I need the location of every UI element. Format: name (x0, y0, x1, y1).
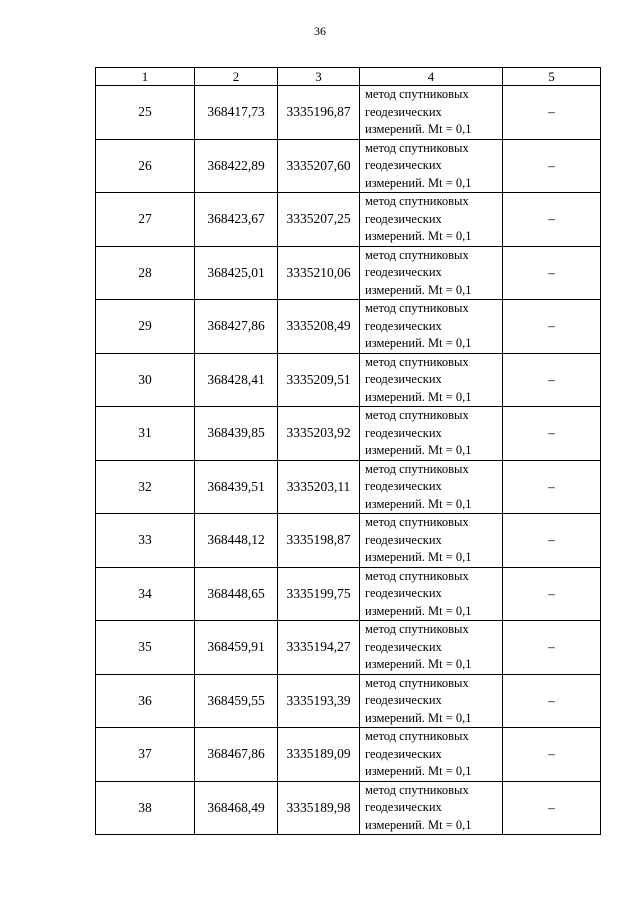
method-line: измерений. Mt = 0,1 (365, 443, 472, 457)
method-cell (360, 728, 503, 782)
table-row (96, 353, 601, 407)
x-coordinate-cell: 368439,51 (195, 460, 278, 514)
point-number-cell: 27 (96, 193, 195, 247)
point-number-cell: 34 (96, 567, 195, 621)
method-line: метод спутниковых (365, 461, 469, 476)
method-line: метод спутниковых (365, 194, 469, 208)
note-cell: – (503, 567, 601, 621)
y-coordinate-cell: 3335198,87 (278, 514, 360, 568)
note-cell: – (503, 86, 601, 140)
method-line: геодезических (365, 639, 442, 654)
x-coordinate-cell: 368459,91 (195, 621, 278, 675)
x-coordinate-cell: 368425,01 (195, 246, 278, 300)
method-line: метод спутниковых (365, 301, 469, 315)
coordinates-table (95, 67, 601, 835)
method-line: геодезических (365, 158, 442, 172)
y-coordinate-cell: 3335199,75 (278, 567, 360, 621)
point-number-cell: 35 (96, 621, 195, 675)
note-cell: – (503, 460, 601, 514)
point-number-cell: 38 (96, 781, 195, 835)
point-number-cell: 33 (96, 514, 195, 568)
y-coordinate-cell: 3335193,39 (278, 674, 360, 728)
note-cell: – (503, 407, 601, 461)
method-line: метод спутниковых (365, 622, 469, 636)
x-coordinate-cell: 368448,65 (195, 567, 278, 621)
x-coordinate-cell: 368467,86 (195, 728, 278, 782)
method-cell (360, 567, 503, 621)
method-line: метод спутниковых (365, 729, 469, 743)
y-coordinate-cell: 3335209,51 (278, 353, 360, 407)
point-number-cell: 30 (96, 353, 195, 407)
y-coordinate-cell: 3335203,11 (278, 460, 360, 514)
method-line: метод спутниковых (365, 87, 469, 101)
point-number-cell: 26 (96, 139, 195, 193)
method-line: метод спутниковых (365, 675, 469, 690)
method-line: метод спутниковых (365, 247, 469, 262)
y-coordinate-cell: 3335207,60 (278, 139, 360, 193)
method-line: геодезических (365, 693, 442, 707)
note-cell: – (503, 353, 601, 407)
table-row (96, 621, 601, 675)
method-cell (360, 674, 503, 728)
y-coordinate-cell: 3335203,92 (278, 407, 360, 461)
method-line: геодезических (365, 372, 442, 386)
y-coordinate-cell: 3335194,27 (278, 621, 360, 675)
note-cell: – (503, 514, 601, 568)
method-line: измерений. Mt = 0,1 (365, 817, 472, 832)
table-row (96, 193, 601, 247)
method-line: метод спутниковых (365, 140, 469, 155)
y-coordinate-cell: 3335189,09 (278, 728, 360, 782)
method-cell (360, 193, 503, 247)
method-line: измерений. Mt = 0,1 (365, 175, 472, 190)
method-cell (360, 407, 503, 461)
method-line: метод спутниковых (365, 408, 469, 422)
method-line: геодезических (365, 800, 442, 814)
point-number-cell: 28 (96, 246, 195, 300)
note-cell: – (503, 300, 601, 354)
table-row (96, 514, 601, 568)
table-row (96, 460, 601, 514)
x-coordinate-cell: 368459,55 (195, 674, 278, 728)
method-line: измерений. Mt = 0,1 (365, 496, 472, 511)
note-cell: – (503, 781, 601, 835)
method-line: геодезических (365, 211, 442, 226)
method-line: геодезических (365, 586, 442, 600)
method-line: геодезических (365, 532, 442, 547)
method-cell (360, 781, 503, 835)
table-row (96, 781, 601, 835)
table-row (96, 674, 601, 728)
method-line: метод спутниковых (365, 515, 469, 529)
method-cell (360, 300, 503, 354)
method-line: измерений. Mt = 0,1 (365, 550, 472, 564)
point-number-cell: 32 (96, 460, 195, 514)
y-coordinate-cell: 3335207,25 (278, 193, 360, 247)
method-line: измерений. Mt = 0,1 (365, 657, 472, 671)
note-cell: – (503, 139, 601, 193)
method-line: геодезических (365, 479, 442, 493)
method-line: измерений. Mt = 0,1 (365, 389, 472, 404)
column-header: 3 (278, 68, 360, 86)
column-header: 4 (360, 68, 503, 86)
method-cell (360, 514, 503, 568)
method-cell (360, 460, 503, 514)
table-row (96, 86, 601, 140)
table-row (96, 139, 601, 193)
method-cell (360, 621, 503, 675)
x-coordinate-cell: 368448,12 (195, 514, 278, 568)
table-row (96, 246, 601, 300)
table-row (96, 300, 601, 354)
method-cell (360, 353, 503, 407)
y-coordinate-cell: 3335210,06 (278, 246, 360, 300)
table-row (96, 407, 601, 461)
method-line: геодезических (365, 265, 442, 279)
point-number-cell: 25 (96, 86, 195, 140)
method-line: геодезических (365, 104, 442, 119)
x-coordinate-cell: 368428,41 (195, 353, 278, 407)
column-header: 1 (96, 68, 195, 86)
method-line: метод спутниковых (365, 568, 469, 583)
x-coordinate-cell: 368468,49 (195, 781, 278, 835)
y-coordinate-cell: 3335189,98 (278, 781, 360, 835)
note-cell: – (503, 621, 601, 675)
note-cell: – (503, 728, 601, 782)
method-line: измерений. Mt = 0,1 (365, 764, 472, 778)
method-line: измерений. Mt = 0,1 (365, 710, 472, 725)
table-row (96, 567, 601, 621)
method-line: измерений. Mt = 0,1 (365, 229, 472, 243)
point-number-cell: 37 (96, 728, 195, 782)
point-number-cell: 29 (96, 300, 195, 354)
x-coordinate-cell: 368427,86 (195, 300, 278, 354)
method-line: геодезических (365, 318, 442, 333)
method-line: измерений. Mt = 0,1 (365, 336, 472, 350)
column-header: 5 (503, 68, 601, 86)
x-coordinate-cell: 368417,73 (195, 86, 278, 140)
method-cell (360, 246, 503, 300)
method-line: геодезических (365, 746, 442, 761)
method-line: измерений. Mt = 0,1 (365, 603, 472, 618)
method-line: метод спутниковых (365, 354, 469, 369)
table-header-row (96, 68, 601, 86)
x-coordinate-cell: 368423,67 (195, 193, 278, 247)
page-number: 36 (314, 24, 326, 38)
x-coordinate-cell: 368422,89 (195, 139, 278, 193)
method-cell (360, 139, 503, 193)
point-number-cell: 31 (96, 407, 195, 461)
y-coordinate-cell: 3335208,49 (278, 300, 360, 354)
note-cell: – (503, 193, 601, 247)
note-cell: – (503, 674, 601, 728)
y-coordinate-cell: 3335196,87 (278, 86, 360, 140)
x-coordinate-cell: 368439,85 (195, 407, 278, 461)
method-line: измерений. Mt = 0,1 (365, 122, 472, 136)
method-cell (360, 86, 503, 140)
method-line: геодезических (365, 425, 442, 440)
method-line: измерений. Mt = 0,1 (365, 282, 472, 297)
method-line: метод спутниковых (365, 782, 469, 797)
table-row (96, 728, 601, 782)
column-header: 2 (195, 68, 278, 86)
point-number-cell: 36 (96, 674, 195, 728)
note-cell: – (503, 246, 601, 300)
